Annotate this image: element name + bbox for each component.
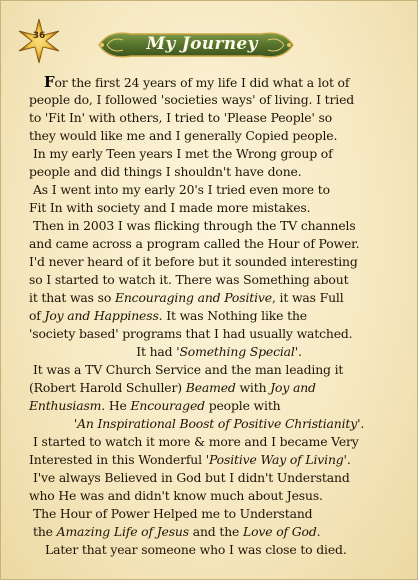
emphasis-text: Love of God (243, 524, 317, 539)
emphasis-text: Joy and Happiness (44, 308, 159, 323)
emphasis-text: Amazing Life of Jesus (56, 524, 189, 539)
emphasis-text: Encouraging and Positive (114, 290, 272, 305)
text-line (29, 109, 409, 127)
text-segment: I started to watch it more & more and I became Very (33, 434, 359, 449)
text-line (29, 415, 409, 433)
text-segment: of (29, 308, 45, 323)
text-segment: 'society based' programs that I had usually watched. (29, 326, 353, 341)
text-line (29, 541, 409, 559)
text-segment: . He (101, 398, 131, 413)
text-segment: The Hour of Power Helped me to Understand (33, 506, 313, 521)
title-banner (93, 29, 298, 61)
page-number: 36 (32, 31, 46, 41)
text-segment: to 'Fit In' with others, I tried to 'Please People' so (29, 110, 333, 125)
emphasis-text: 'Positive Way of Living' (205, 452, 347, 467)
text-line (29, 163, 409, 181)
emphasis-text: Encouraged (130, 398, 205, 413)
emphasis-text: Beamed (185, 380, 236, 395)
emphasis-text: Something Special (179, 344, 295, 359)
text-line (29, 253, 409, 271)
text-segment: Later that year someone who I was close to died. (45, 542, 347, 557)
text-segment: with (235, 380, 271, 395)
text-segment: who He was and didn't know much about Jesus. (29, 488, 323, 503)
text-segment: and came across a program called the Hour of Power. (29, 236, 360, 251)
text-line (29, 73, 409, 91)
text-segment: . (316, 524, 321, 539)
text-line (29, 523, 409, 541)
text-line (29, 235, 409, 253)
text-line (29, 361, 409, 379)
text-segment: , it was Full (271, 290, 344, 305)
text-line (29, 505, 409, 523)
text-segment: . It was Nothing like the (158, 308, 307, 323)
text-segment: they would like me and I generally Copied people. (29, 128, 338, 143)
text-segment: it that was so (29, 290, 115, 305)
text-segment: . (360, 416, 365, 431)
drop-cap: F (44, 73, 55, 91)
text-segment: so I started to watch it. There was Something about (29, 272, 349, 287)
text-segment: . (346, 452, 351, 467)
emphasis-text: Joy and (270, 380, 316, 395)
text-line (29, 379, 409, 397)
text-line (29, 487, 409, 505)
text-line (29, 217, 409, 235)
text-line (29, 307, 409, 325)
text-segment: (Robert Harold Schuller) (29, 380, 186, 395)
text-line (29, 469, 409, 487)
text-segment: Interested in this Wonderful (29, 452, 206, 467)
text-segment: people do, I followed 'societies ways' of living. I tried (29, 92, 355, 107)
text-segment: or the first 24 years of my life I did what a lot of (54, 75, 350, 90)
text-line (29, 127, 409, 145)
text-line (29, 433, 409, 451)
page-title: My Journey (146, 34, 258, 54)
text-segment: Then in 2003 I was flicking through the TV channels (33, 218, 356, 233)
text-segment: '. (294, 344, 302, 359)
text-segment: people and did things I shouldn't have done. (29, 164, 302, 179)
text-line (29, 451, 409, 469)
text-segment: Fit In with society and I made more mistakes. (29, 200, 311, 215)
text-segment: It had ' (136, 344, 180, 359)
emphasis-text: 'An Inspirational Boost of Positive Christianity' (73, 416, 361, 431)
text-line (29, 397, 409, 415)
story-text (29, 73, 409, 559)
text-line (29, 271, 409, 289)
text-line (29, 325, 409, 343)
text-line (29, 145, 409, 163)
text-line (29, 289, 409, 307)
text-line (29, 199, 409, 217)
text-line (29, 91, 409, 109)
text-line (29, 181, 409, 199)
emphasis-text: Enthusiasm (29, 398, 102, 413)
text-line (29, 343, 409, 361)
text-segment: people with (204, 398, 281, 413)
text-segment: It was a TV Church Service and the man leading it (33, 362, 344, 377)
text-segment: the (33, 524, 57, 539)
text-segment: and the (188, 524, 244, 539)
golden-star-icon (15, 17, 63, 65)
text-segment: I'd never heard of it before but it sounded interesting (29, 254, 358, 269)
text-segment: As I went into my early 20's I tried even more to (33, 182, 330, 197)
text-segment: I've always Believed in God but I didn't Understand (33, 470, 350, 485)
text-segment: In my early Teen years I met the Wrong group of (33, 146, 333, 161)
